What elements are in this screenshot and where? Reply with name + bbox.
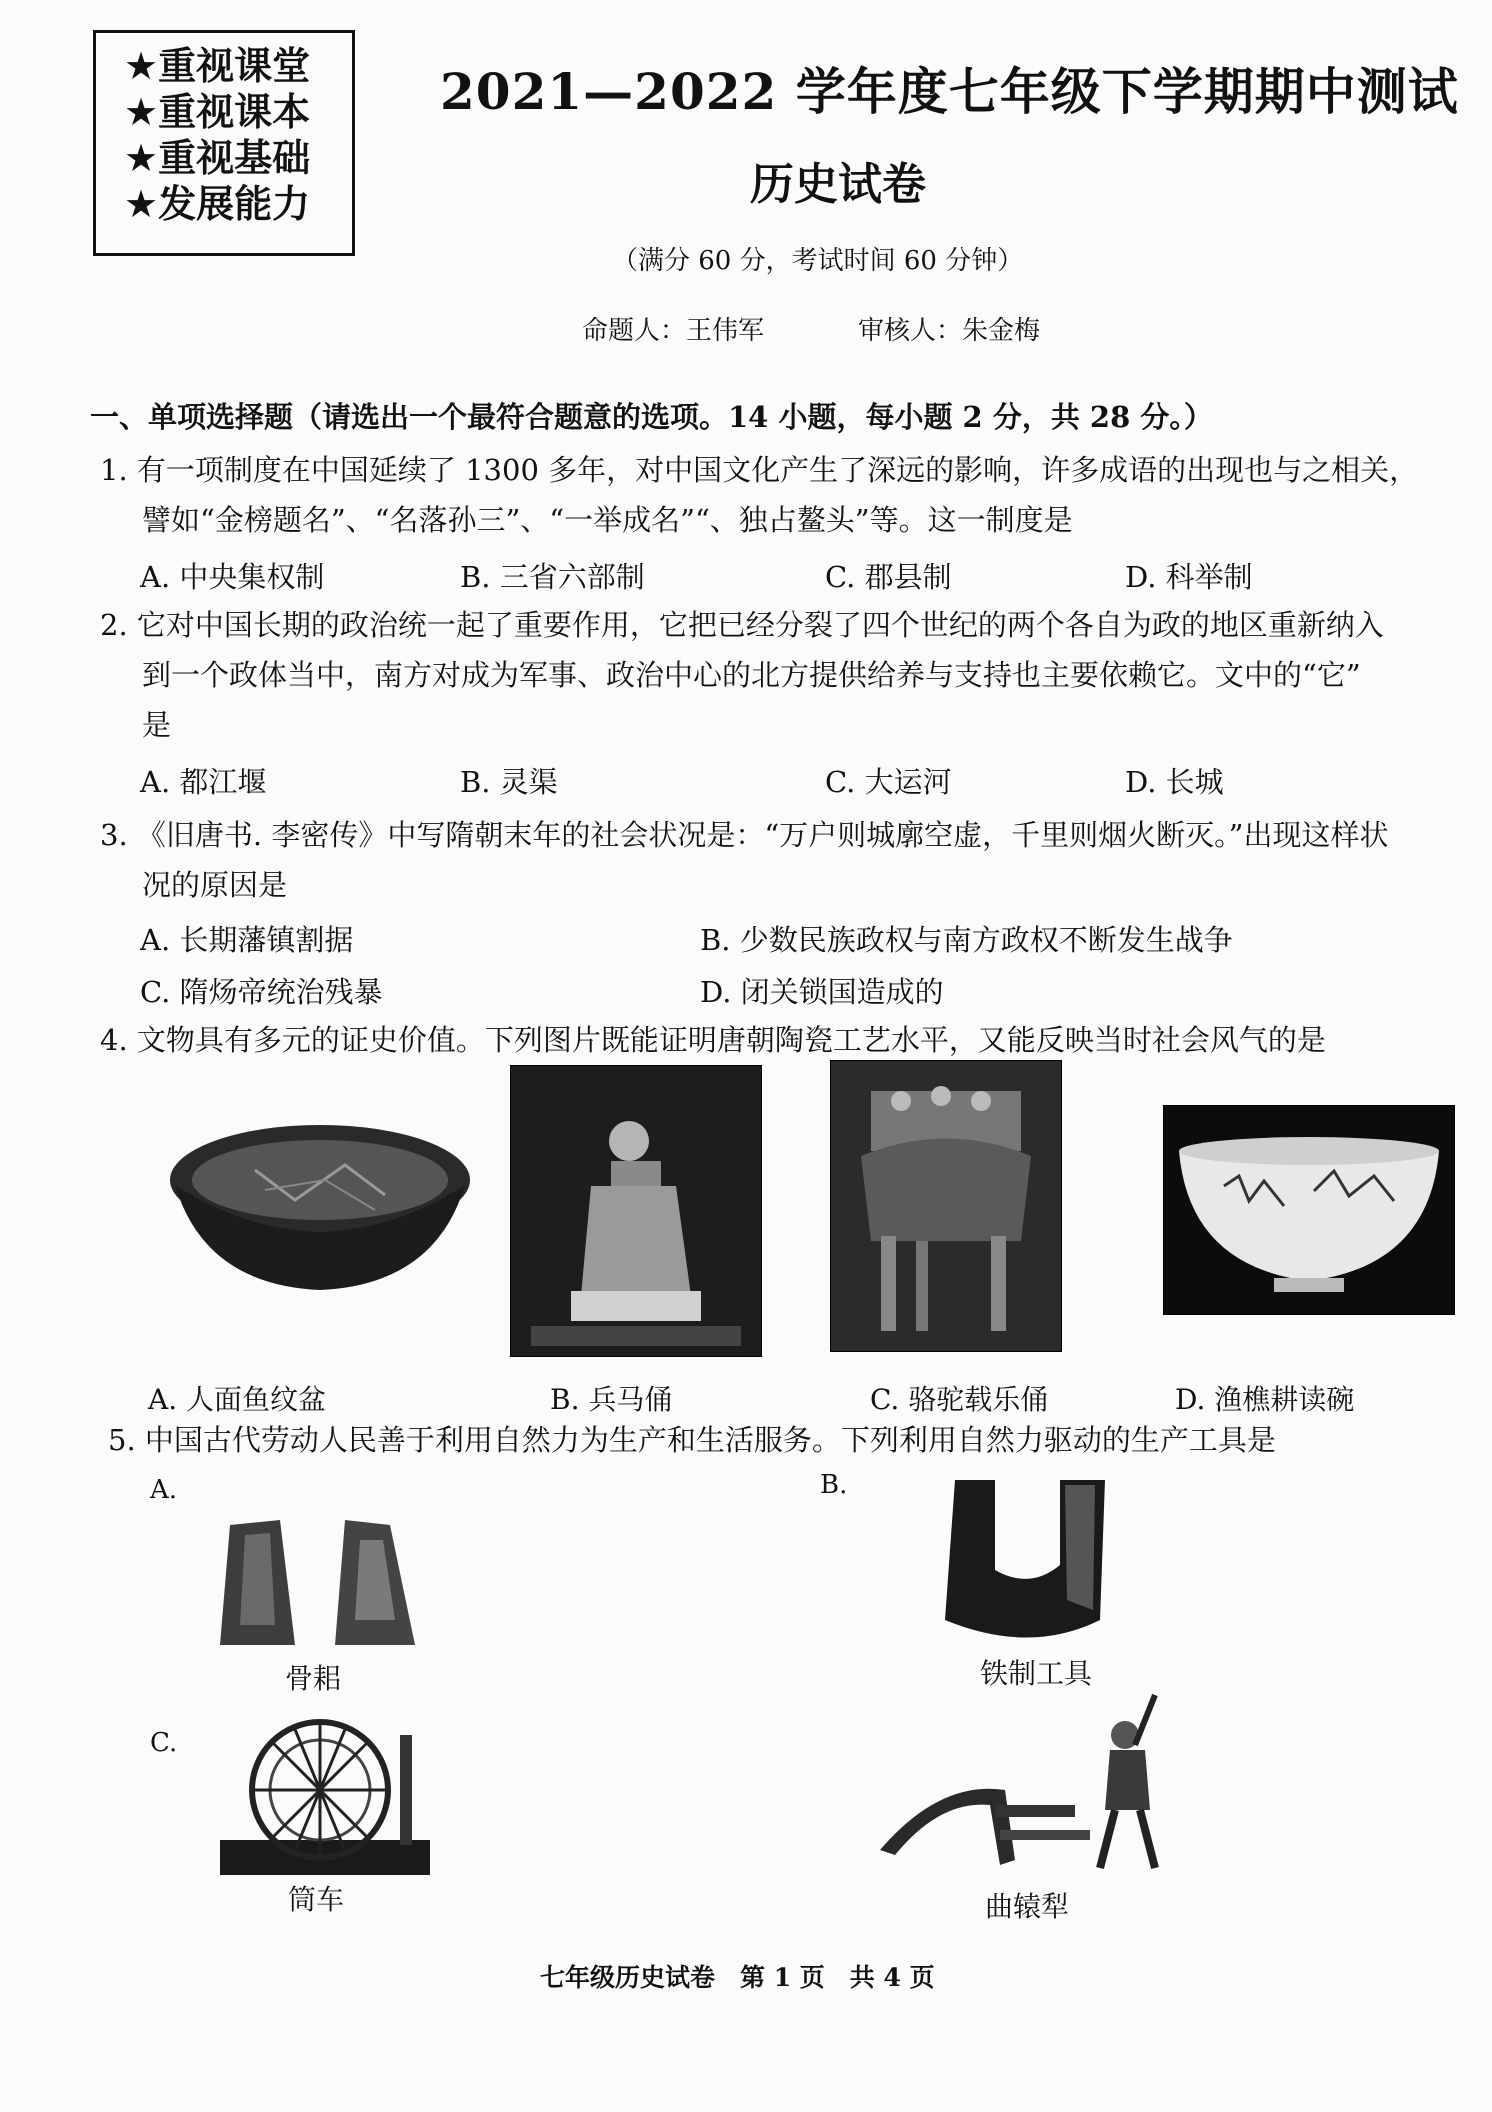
question-4-option: A. 人面鱼纹盆 bbox=[148, 1383, 327, 1416]
question-4-option: C. 骆驼载乐俑 bbox=[870, 1383, 1049, 1416]
question-5-letter: A. bbox=[150, 1475, 178, 1505]
question-3-line: 3. 《旧唐书. 李密传》中写隋朝末年的社会状况是：“万户则城廓空虚，千里则烟火断灭。”出现这样状 bbox=[100, 818, 1389, 852]
question-1-option: C. 郡县制 bbox=[825, 560, 952, 594]
camel-musicians-image bbox=[830, 1060, 1062, 1352]
section-heading: 一、单项选择题（请选出一个最符合题意的选项。14 小题，每小题 2 分，共 28 分。） bbox=[90, 400, 1213, 434]
question-5-option: 铁制工具 bbox=[980, 1657, 1093, 1690]
waterwheel-image bbox=[220, 1715, 430, 1875]
question-5-letter: C. bbox=[150, 1728, 178, 1758]
slogan-line: ★重视基础 bbox=[124, 136, 311, 180]
question-1-option: B. 三省六部制 bbox=[460, 560, 645, 594]
question-3-option: D. 闭关锁国造成的 bbox=[700, 975, 944, 1009]
page-footer: 七年级历史试卷 第 1 页 共 4 页 bbox=[540, 1963, 935, 1992]
fish-basin-image bbox=[165, 1110, 475, 1310]
question-2-line: 是 bbox=[142, 708, 172, 742]
question-2-option: C. 大运河 bbox=[825, 765, 952, 799]
author: 命题人：王伟军 bbox=[582, 316, 765, 346]
slogan-line: ★重视课本 bbox=[124, 90, 311, 134]
slogan-line: ★发展能力 bbox=[124, 182, 311, 226]
bone-spade-image bbox=[215, 1515, 430, 1650]
slogan-line: ★重视课堂 bbox=[124, 44, 311, 88]
question-1-line: 1. 有一项制度在中国延续了 1300 多年，对中国文化产生了深远的影响，许多成语的出现也与之相关， bbox=[100, 453, 1419, 487]
question-5-letter: B. bbox=[820, 1470, 848, 1500]
question-4-option: B. 兵马俑 bbox=[550, 1383, 673, 1416]
reviewer: 审核人：朱金梅 bbox=[858, 316, 1041, 346]
terracotta-warrior-image bbox=[510, 1065, 762, 1357]
question-1-line: 譬如“金榜题名”、“名落孙三”、“一举成名”“、独占鳌头”等。这一制度是 bbox=[142, 503, 1073, 537]
question-4-option: D. 渔樵耕读碗 bbox=[1175, 1383, 1355, 1416]
iron-tool-image bbox=[935, 1470, 1125, 1650]
question-4-line: 4. 文物具有多元的证史价值。下列图片既能证明唐朝陶瓷工艺水平，又能反映当时社会风气的是 bbox=[100, 1023, 1326, 1057]
question-1-option: A. 中央集权制 bbox=[140, 560, 325, 594]
question-2-line: 到一个政体当中，南方对成为军事、政治中心的北方提供给养与支持也主要依赖它。文中的“它” bbox=[142, 658, 1361, 692]
bowl-image bbox=[1163, 1105, 1455, 1315]
question-5-line: 5. 中国古代劳动人民善于利用自然力为生产和生活服务。下列利用自然力驱动的生产工具是 bbox=[108, 1423, 1276, 1457]
question-5-option: 曲辕犁 bbox=[985, 1890, 1070, 1923]
question-3-option: A. 长期藩镇割据 bbox=[140, 923, 354, 957]
question-5-option: 筒车 bbox=[288, 1883, 345, 1916]
question-3-line: 况的原因是 bbox=[142, 868, 288, 902]
question-2-line: 2. 它对中国长期的政治统一起了重要作用，它把已经分裂了四个世纪的两个各自为政的地区重新纳入 bbox=[100, 608, 1384, 642]
slogan-box bbox=[93, 30, 355, 256]
question-3-option: C. 隋炀帝统治残暴 bbox=[140, 975, 383, 1009]
question-2-option: D. 长城 bbox=[1125, 765, 1224, 799]
question-1-option: D. 科举制 bbox=[1125, 560, 1253, 594]
question-5-option: 骨耜 bbox=[285, 1662, 342, 1695]
exam-title: 2021—2022 学年度七年级下学期期中测试 bbox=[440, 62, 1459, 121]
question-2-option: A. 都江堰 bbox=[140, 765, 267, 799]
question-2-option: B. 灵渠 bbox=[460, 765, 558, 799]
curved-plough-image bbox=[880, 1690, 1180, 1875]
exam-subtitle: 历史试卷 bbox=[750, 159, 926, 210]
score-info: （满分 60 分，考试时间 60 分钟） bbox=[612, 246, 1024, 276]
question-3-option: B. 少数民族政权与南方政权不断发生战争 bbox=[700, 923, 1233, 957]
